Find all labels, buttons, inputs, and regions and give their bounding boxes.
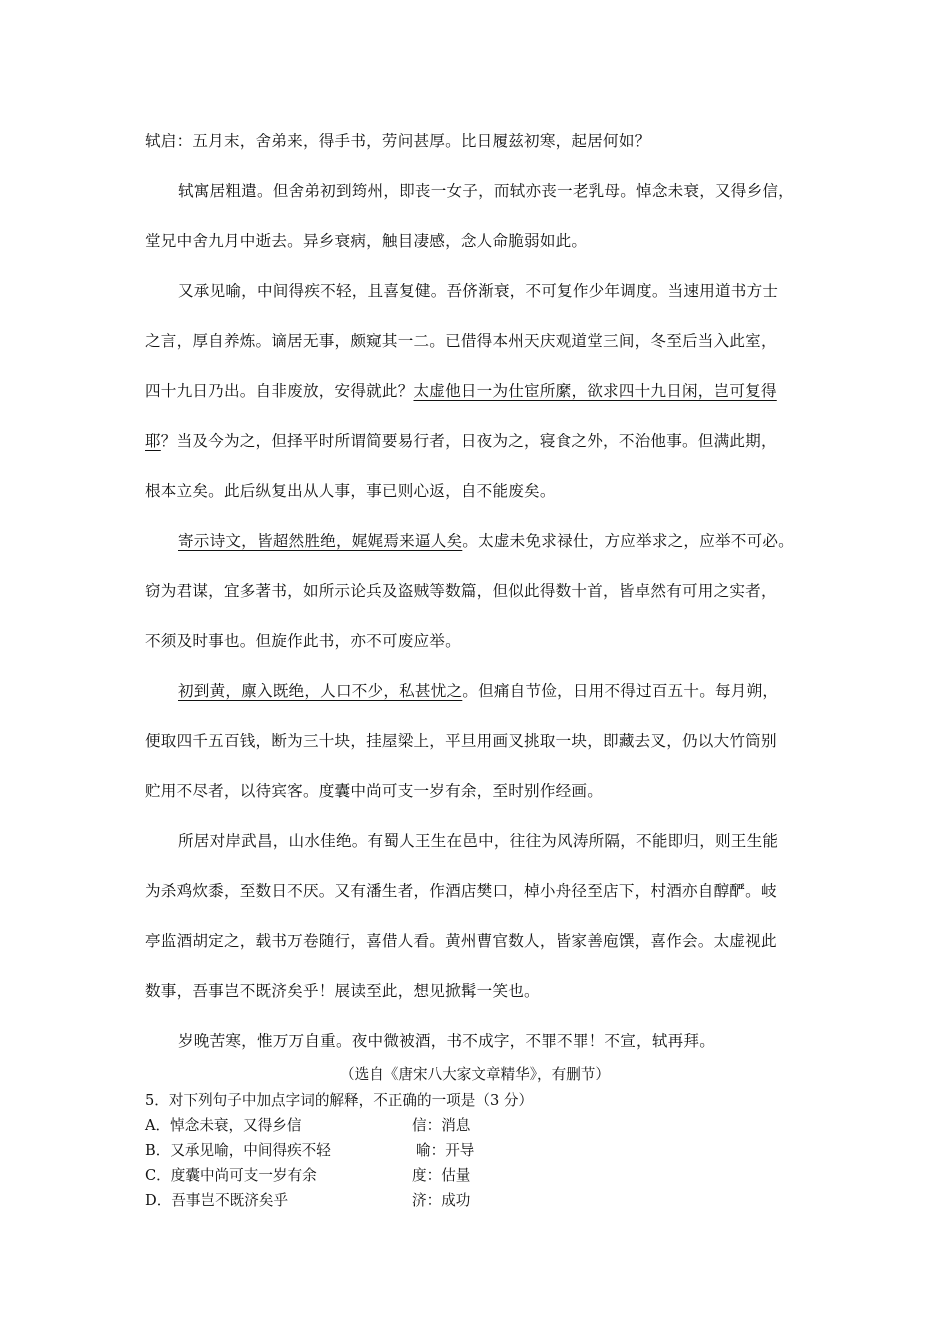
underlined-sentence: 太虚他日一为仕宦所縻，欲求四十九日闲，岂可复得 bbox=[413, 382, 777, 400]
letter-text: 。但痛自节俭，日用不得过百五十。每月朔， bbox=[462, 682, 779, 700]
underlined-sentence: 初到黄，廪入既绝，人口不少，私甚忧之 bbox=[178, 682, 463, 700]
option-d-sentence: D．吾事岂不既济矣乎 bbox=[145, 1192, 289, 1209]
underlined-sentence: 寄示诗文，皆超然胜绝，娓娓焉来逼人矣 bbox=[178, 532, 463, 550]
letter-line: 窃为君谋，宜多著书，如所示论兵及盗贼等数篇，但似此得数十首，皆卓然有可用之实者， bbox=[145, 582, 777, 600]
letter-line: 岁晚苦寒，惟万万自重。夜中微被酒，书不成字，不罪不罪！不宣，轼再拜。 bbox=[178, 1032, 715, 1050]
letter-line bbox=[178, 529, 810, 553]
letter-line: 所居对岸武昌，山水佳绝。有蜀人王生在邑中，往往为风涛所隔，不能即归，则王生能 bbox=[178, 832, 779, 850]
option-b-gloss: 喻：开导 bbox=[416, 1142, 475, 1159]
letter-text: 四十九日乃出。自非废放，安得就此？ bbox=[145, 382, 414, 400]
option-d-gloss: 济：成功 bbox=[412, 1192, 471, 1209]
letter-line: 又承见喻，中间得疾不轻，且喜复健。吾侪渐衰，不可复作少年调度。当速用道书方士 bbox=[178, 282, 779, 300]
letter-line: 亭监酒胡定之，载书万卷随行，喜借人看。黄州曹官数人，皆家善庖馔，喜作会。太虚视此 bbox=[145, 932, 777, 950]
letter-line bbox=[145, 379, 810, 403]
option-a-sentence: A．悼念未衰，又得乡信 bbox=[145, 1117, 302, 1134]
letter-text: ？当及今为之，但择平时所谓简要易行者，日夜为之，寝食之外，不治他事。但满此期， bbox=[160, 432, 777, 450]
underlined-sentence-end: 耶 bbox=[145, 432, 161, 450]
option-c-sentence: C．度囊中尚可支一岁有余 bbox=[145, 1167, 317, 1184]
letter-line: 轼启：五月末，舍弟来，得手书，劳问甚厚。比日履兹初寒，起居何如？ bbox=[145, 132, 651, 150]
source-citation: （选自《唐宋八大家文章精华》，有删节） bbox=[340, 1066, 610, 1083]
letter-line: 轼寓居粗遣。但舍弟初到筠州，即丧一女子，而轼亦丧一老乳母。悼念未衰，又得乡信， bbox=[178, 182, 794, 200]
letter-line: 根本立矣。此后纵复出从人事，事已则心返，自不能废矣。 bbox=[145, 482, 556, 500]
option-b-sentence: B．又承见喻，中间得疾不轻 bbox=[145, 1142, 331, 1159]
letter-line: 之言，厚自养炼。谪居无事，颇窥其一二。已借得本州天庆观道堂三间，冬至后当入此室， bbox=[145, 332, 777, 350]
letter-line bbox=[145, 429, 810, 453]
letter-line: 为杀鸡炊黍，至数日不厌。又有潘生者，作酒店樊口，棹小舟径至店下，村酒亦自醇酽。岐 bbox=[145, 882, 777, 900]
question-stem: 5．对下列句子中加点字词的解释，不正确的一项是（3 分） bbox=[145, 1092, 534, 1109]
letter-line: 堂兄中舍九月中逝去。异乡衰病，触目凄感，念人命脆弱如此。 bbox=[145, 232, 588, 250]
option-a-gloss: 信：消息 bbox=[412, 1117, 471, 1134]
letter-line bbox=[178, 679, 810, 703]
letter-text: 。太虚未免求禄仕，方应举求之，应举不可必。 bbox=[462, 532, 794, 550]
option-c-gloss: 度：估量 bbox=[412, 1167, 471, 1184]
letter-line: 不须及时事也。但旋作此书，亦不可废应举。 bbox=[145, 632, 461, 650]
letter-line: 数事，吾事岂不既济矣乎！展读至此，想见掀髯一笑也。 bbox=[145, 982, 540, 1000]
letter-line: 便取四千五百钱，断为三十块，挂屋梁上，平旦用画叉挑取一块，即藏去叉，仍以大竹筒别 bbox=[145, 732, 777, 750]
letter-line: 贮用不尽者，以待宾客。度囊中尚可支一岁有余，至时别作经画。 bbox=[145, 782, 604, 800]
